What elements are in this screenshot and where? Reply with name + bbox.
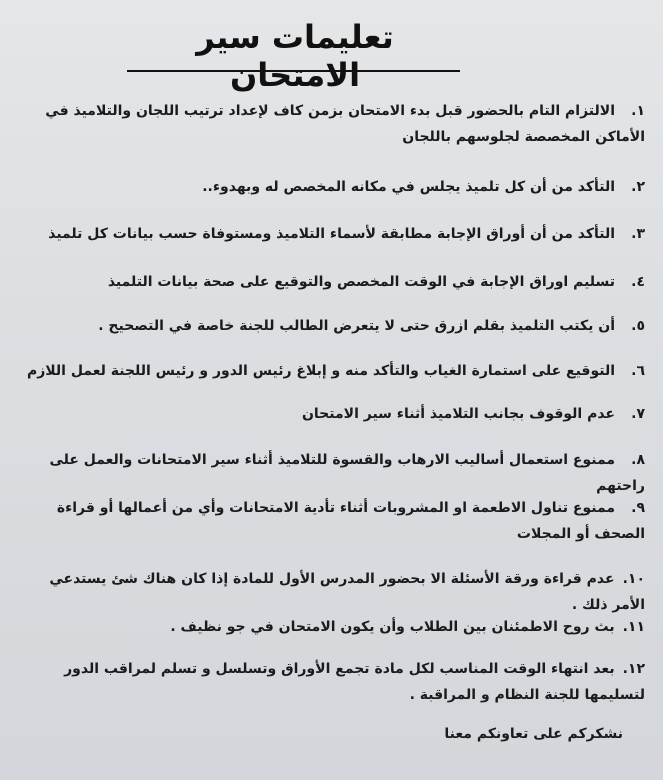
list-item: ٢.التأكد من أن كل تلميذ يجلس في مكانه المخصص له وبهدوء..	[202, 179, 645, 195]
list-item: ٦.التوقيع على استمارة الغياب والتأكد منه و إبلاغ رئيس الدور و رئيس اللجنة لعمل اللازم	[26, 363, 645, 379]
list-item: ٨.ممنوع استعمال أساليب الارهاب والقسوة للتلاميذ أثناء سير الامتحانات والعمل على راحتهم	[49, 452, 645, 494]
list-item: ١٢.بعد انتهاء الوقت المناسب لكل مادة تجمع الأوراق وتسلسل و تسلم لمراقب الدور لتسليمها للجنة النظام و المراقبة .	[64, 661, 645, 703]
title-underline	[127, 70, 460, 72]
list-item: ١٠.عدم قراءة ورقة الأسئلة الا بحضور المدرس الأول للمادة إذا كان هناك شئ يستدعي الأمر ذلك .	[49, 571, 645, 613]
list-item: ٩.ممنوع تناول الاطعمة او المشروبات أثناء تأدية الامتحانات وأي من أعمالها أو قراءة الصحف أو المجلات	[56, 500, 645, 542]
list-item: ٥.أن يكتب التلميذ بقلم ازرق حتى لا يتعرض الطالب للجنة خاصة في التصحيح .	[98, 318, 645, 334]
list-item: ٤.تسليم اوراق الإجابة في الوقت المخصص والتوقيع على صحة بيانات التلميذ	[107, 274, 645, 290]
list-item: ٧.عدم الوقوف بجانب التلاميذ أثناء سير الامتحان	[301, 406, 645, 422]
list-item: ٣.التأكد من أن أوراق الإجابة مطابقة لأسماء التلاميذ ومستوفاة حسب بيانات كل تلميذ	[48, 226, 645, 242]
list-item: ١.الالتزام التام بالحضور قبل بدء الامتحان بزمن كاف لإعداد ترتيب اللجان والتلاميذ في الأماكن المخصصة لجلوسهم باللجان	[45, 103, 645, 145]
list-item: ١١.بث روح الاطمئنان بين الطلاب وأن يكون الامتحان في جو نظيف .	[170, 619, 645, 635]
closing-note: نشكركم على تعاونكم معنا	[444, 726, 623, 742]
page-title: تعليمات سير الامتحان	[196, 18, 394, 94]
